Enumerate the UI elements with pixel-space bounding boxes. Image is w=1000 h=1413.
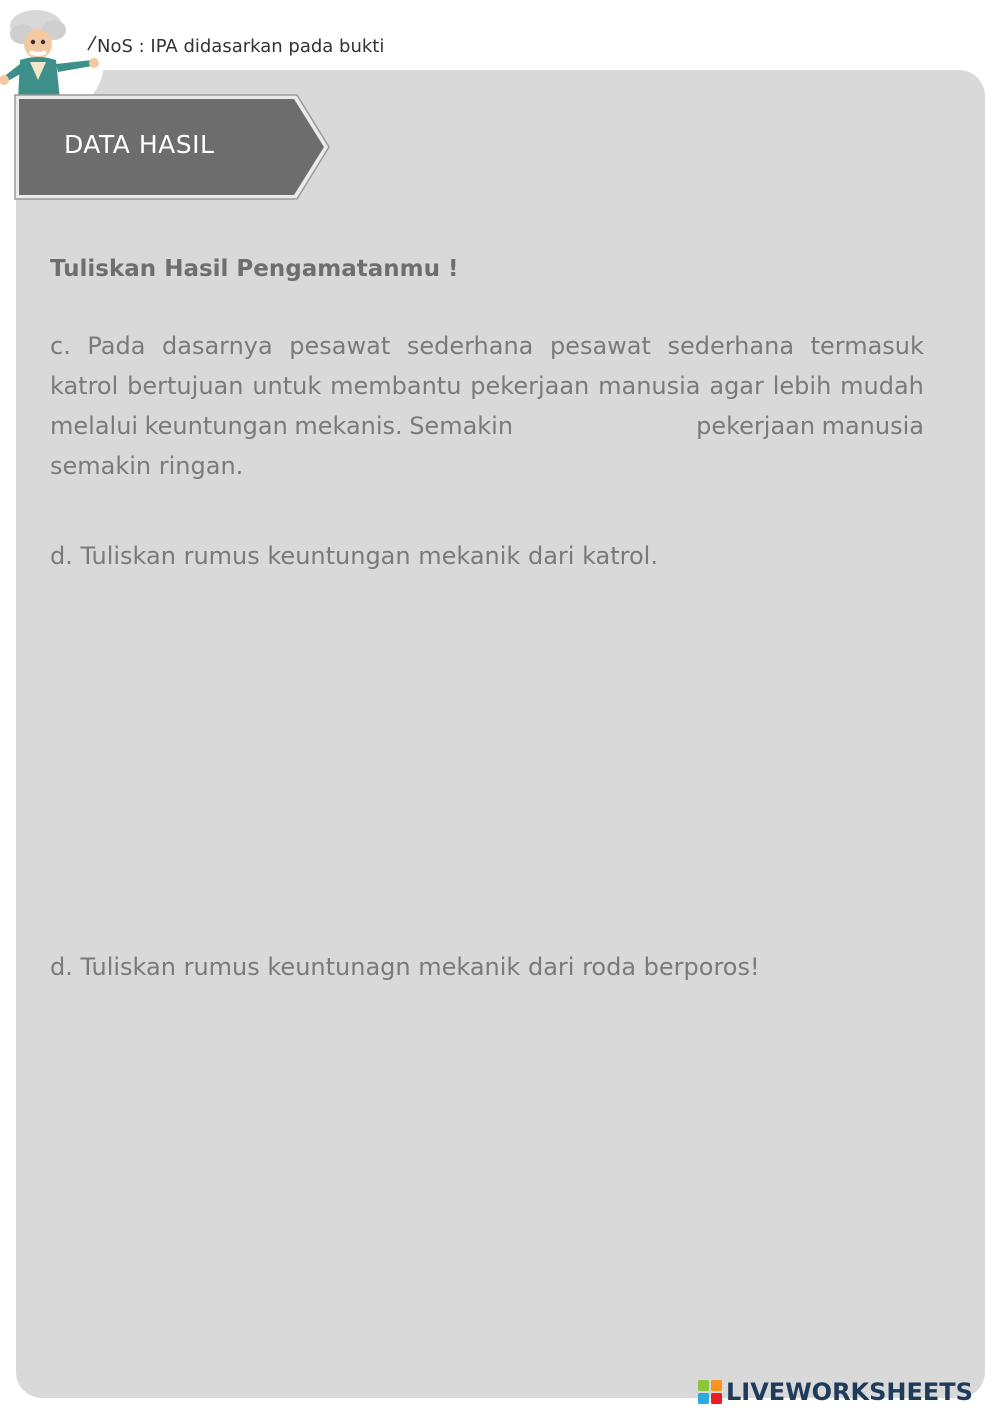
- word: agar: [709, 372, 764, 400]
- word: termasuk: [810, 332, 924, 360]
- word: pekerjaan: [470, 372, 590, 400]
- word: membantu: [330, 372, 462, 400]
- word: untuk: [252, 372, 322, 400]
- word: sederhana: [406, 332, 534, 360]
- question-d-katrol: d. Tuliskan rumus keuntungan mekanik dari katrol.: [50, 542, 658, 570]
- word: lebih: [772, 372, 832, 400]
- nos-caption: NoS : IPA didasarkan pada bukti: [97, 36, 385, 57]
- paragraph-c: [50, 326, 924, 486]
- word: mudah: [840, 372, 924, 400]
- word: manusia: [598, 372, 701, 400]
- word: katrol: [50, 372, 119, 400]
- instruction-heading: Tuliskan Hasil Pengamatanmu !: [50, 256, 459, 282]
- word: bertujuan: [127, 372, 244, 400]
- paragraph-line: [50, 406, 924, 446]
- paragraph-line: [50, 326, 924, 366]
- answer-area-roda-berporos[interactable]: [50, 1000, 924, 1370]
- word: Semakin: [409, 412, 514, 440]
- paragraph-line: [50, 366, 924, 406]
- answer-blank[interactable]: [520, 406, 690, 446]
- word: pekerjaan: [696, 412, 816, 440]
- word: sederhana: [667, 332, 795, 360]
- word: dasarnya: [162, 332, 273, 360]
- word: pesawat: [289, 332, 391, 360]
- liveworksheets-logo[interactable]: [698, 1376, 973, 1408]
- question-d-roda-berporos: d. Tuliskan rumus keuntunagn mekanik dari roda berporos!: [50, 953, 760, 981]
- word: Pada: [87, 332, 146, 360]
- word: manusia: [821, 412, 924, 440]
- word: pesawat: [549, 332, 651, 360]
- word: keuntungan: [144, 412, 288, 440]
- liveworksheets-wordmark: LIVEWORKSHEETS: [726, 1378, 973, 1406]
- paragraph-line: [50, 446, 924, 486]
- answer-area-katrol[interactable]: [50, 590, 924, 930]
- banner-label: DATA HASIL: [64, 130, 215, 159]
- word: melalui: [50, 412, 139, 440]
- liveworksheets-badge-icon: [698, 1380, 722, 1404]
- word: mekanis.: [294, 412, 403, 440]
- word: semakin ringan.: [50, 452, 244, 480]
- word: c.: [50, 332, 71, 360]
